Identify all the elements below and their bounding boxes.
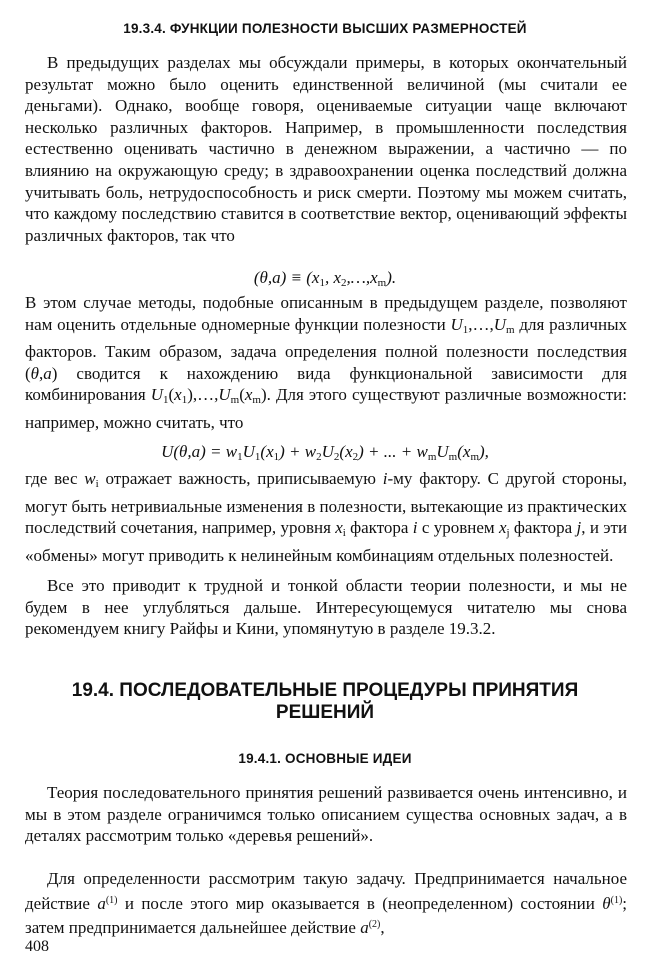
section-heading-line-2: РЕШЕНИЙ [275,702,375,723]
formula-additive-utility: $U(\theta,a) = w_1U_1(x_1) + w_2U_2(x_2)$ + ... + $w_mU_m(x_m)$, [161,442,489,463]
formula-vector: $(\theta,a) \equiv (x_1$, $x_2,\dots,x_m$). [253,268,397,289]
section-heading-line-1: 19.4. ПОСЛЕДОВАТЕЛЬНЫЕ ПРОЦЕДУРЫ ПРИНЯТИЯ [71,680,579,701]
page-number: 408 [25,938,49,955]
paragraph-conclusion: Все это приводит к трудной и тонкой области теории полезности, и мы не будем в нее углубляться дальше. Интересующемуся читателю мы снова рекомендуем книгу Райфы и Кини, упомянутую в разделе 19.3.2. [25,576,627,639]
section-heading-19-4-1: 19.4.1. ОСНОВНЫЕ ИДЕИ [238,751,412,766]
section-heading-19-4 [0,680,650,724]
section-heading-19-3-4: 19.3.4. ФУНКЦИИ ПОЛЕЗНОСТИ ВЫСШИХ РАЗМЕРНОСТЕЙ [123,21,527,36]
paragraph-intro: В предыдущих разделах мы обсуждали примеры, в которых окончательный результат можно было оценить единственной величиной (мы считали ее деньгами). Однако, вообще говоря, оцениваемые ситуации чаще включают несколько различных факторов. Например, в промышленности последствия естественно оценивать частично в денежном выражении, а частично — по влиянию на окружающую среду; в здравоохранении оценка последствий должна учитывать боль, нетрудоспособность и риск смерти. Поэтому мы можем считать, что каждому последствию ставится в соответствие вектор, оценивающий эффекты различных факторов, так что [25,53,627,245]
paragraph-sequential-theory: Теория последовательного принятия решений развивается очень интенсивно, и мы в этом разделе ограничимся только описанием существа основных задач, а в деталях рассмотрим только «деревья решений». [25,783,627,846]
paragraph-example: Для определенности рассмотрим такую задачу. Предпринимается начальное действие $a^{(1)}$ и после этого мир оказывается в (неопределенном) состоянии $\theta^{(1)}$; затем предпринимается дальнейшее действие $a^{(2)}$, [25,869,628,938]
paragraph-methods: В этом случае методы, подобные описанным в предыдущем разделе, позволяют нам оценить отдельные одномерные функции полезности $U_1,\dots,U_m$ для различных факторов. Таким образом, задача определения полной полезности последствия (θ,a) сводится к нахождению вида функциональной зависимости для комбинирования $U_1(x_1),\dots,U_m(x_m)$. Для этого существуют различные возможности: например, можно считать, что [25,293,627,432]
paragraph-weights: где вес $w_i$ отражает важность, приписываемую i-му фактору. С другой стороны, могут быть нетривиальные изменения в полезности, вытекающие из практических последствий сочетания, например, уровня $x_i$ фактора i с уровнем $x_j$ фактора j, и эти «обмены» могут приводить к нелинейным комбинациям отдельных полезностей. [25,469,628,565]
